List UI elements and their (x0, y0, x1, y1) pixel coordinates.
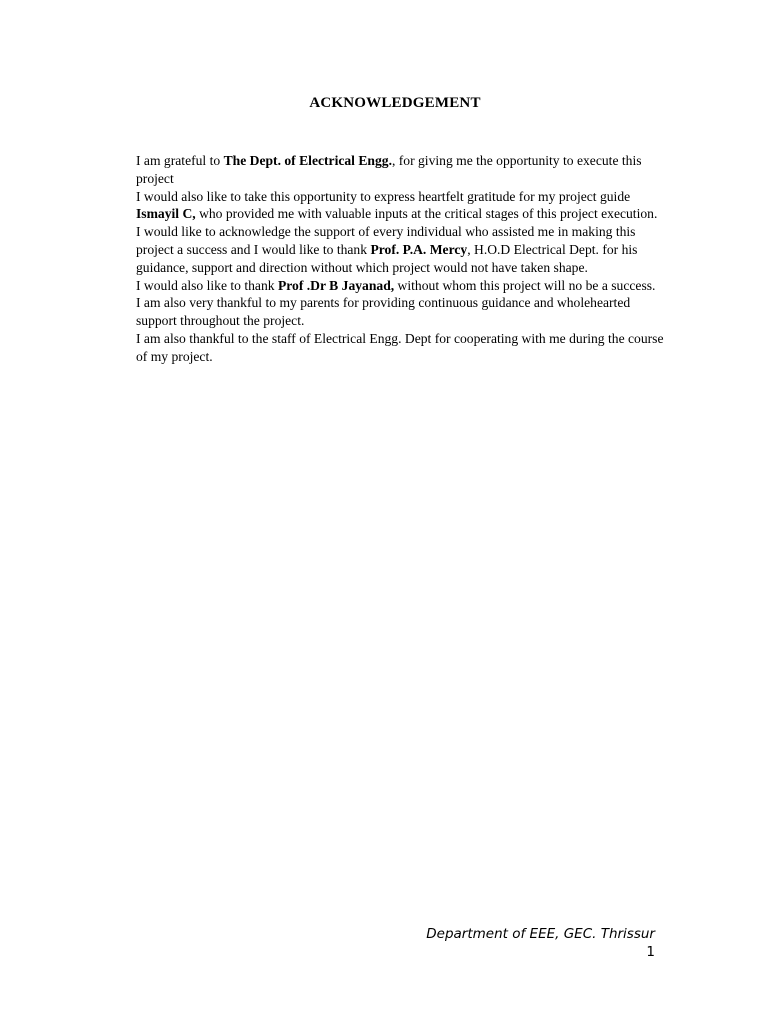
acknowledgement-body (136, 152, 670, 366)
paragraph-4-bold: Prof .Dr B Jayanad, (277, 277, 395, 293)
paragraph-2 (136, 188, 670, 224)
paragraph-5-text: I am also very thankful to my parents for providing continuous guidance and wholehearted support throughout the project. (136, 295, 631, 329)
paragraph-1-text: I am grateful to (136, 153, 224, 168)
paragraph-3 (136, 223, 670, 276)
paragraph-2-text: I would also like to take this opportunity to express heartfelt gratitude for my project guide (136, 188, 631, 204)
paragraph-3-text: I would like to acknowledge the support of every individual who assisted me in making this project a success and I would like to thank (136, 224, 636, 257)
paragraph-1 (136, 152, 670, 188)
paragraph-3-bold: Prof. P.A. Mercy (370, 241, 468, 257)
paragraph-3-text-end: , H.O.D Electrical Dept. for his guidance, support and direction without which project would not have taken shape. (136, 241, 638, 275)
paragraph-2-text-end: who provided me with valuable inputs at the critical stages of this project execution. (195, 206, 658, 222)
footer-department: Department of EEE, GEC. Thrissur (426, 926, 655, 942)
paragraph-6-text: I am also thankful to the staff of Electrical Engg. Dept for cooperating with me during the course of my project. (136, 330, 664, 364)
paragraph-4 (136, 277, 670, 295)
paragraph-1-text-end: , for giving me the opportunity to execute this project (136, 153, 642, 186)
page-number: 1 (646, 944, 655, 960)
paragraph-2-bold: Ismayil C, (136, 206, 196, 222)
paragraph-6 (136, 330, 670, 366)
paragraph-5 (136, 294, 670, 330)
paragraph-1-bold: The Dept. of Electrical Engg. (223, 153, 392, 168)
paragraph-4-text: I would also like to thank (136, 277, 278, 293)
paragraph-4-text-end: without whom this project will no be a success. (394, 277, 656, 293)
page-title: ACKNOWLEDGEMENT (309, 95, 481, 111)
